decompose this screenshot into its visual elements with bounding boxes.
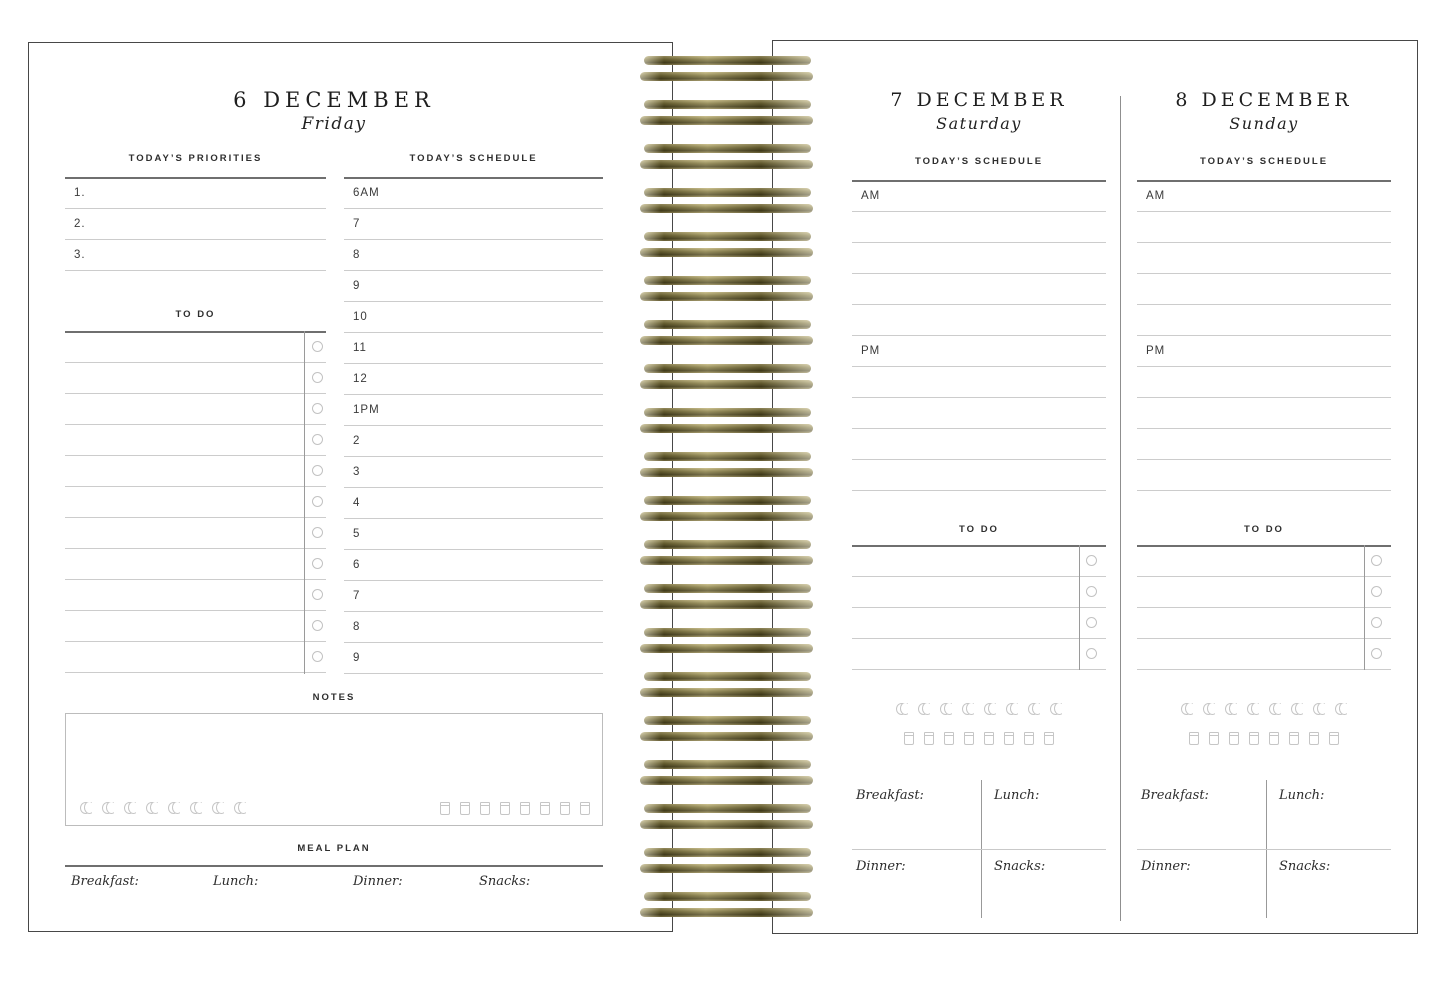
priority-number: 2.	[74, 218, 86, 230]
water-cup-icon	[520, 802, 530, 815]
checkbox-circle-icon	[312, 527, 323, 538]
schedule-row	[344, 643, 603, 674]
schedule-blank-row	[852, 274, 1106, 305]
schedule-time-label: 8	[353, 621, 361, 633]
coil-wire-top	[644, 496, 811, 505]
schedule-time-label: 8	[353, 249, 361, 261]
sunday-date: 8 DECEMBER	[1175, 89, 1353, 111]
priorities-list	[65, 178, 326, 271]
spiral-coil	[640, 584, 813, 609]
lunch-label: Lunch:	[213, 874, 259, 889]
coil-wire-top	[644, 804, 811, 813]
checkbox-circle-icon	[312, 558, 323, 569]
schedule-blank-row	[852, 429, 1106, 460]
moon-icon	[1269, 703, 1281, 716]
checkbox-circle-icon	[312, 589, 323, 600]
planner-right-page	[772, 40, 1418, 934]
dinner-label: Dinner:	[856, 859, 906, 874]
schedule-row	[344, 426, 603, 457]
water-cup-icon	[1209, 732, 1219, 745]
spiral-coil	[640, 628, 813, 653]
water-cup-icon	[560, 802, 570, 815]
todo-row	[852, 639, 1106, 670]
spiral-coil	[640, 760, 813, 785]
breakfast-label: Breakfast:	[1141, 788, 1209, 803]
spiral-coil	[640, 364, 813, 389]
schedule-row	[344, 271, 603, 302]
sunday-pm-lines	[1137, 367, 1391, 491]
sunday-am-block	[1137, 181, 1391, 212]
todo-row	[65, 332, 326, 363]
coil-wire-top	[644, 628, 811, 637]
schedule-blank-row	[852, 305, 1106, 336]
sunday-meals	[1137, 778, 1391, 920]
schedule-blank-row	[1137, 367, 1391, 398]
todo-row	[65, 611, 326, 642]
coil-wire-bottom	[640, 556, 813, 565]
water-cup-icon	[480, 802, 490, 815]
water-cup-icon	[580, 802, 590, 815]
moon-icon	[1313, 703, 1325, 716]
water-cup-icon	[1329, 732, 1339, 745]
schedule-title: TODAY’S SCHEDULE	[409, 153, 538, 164]
schedule-time-label: 12	[353, 373, 368, 385]
coil-wire-bottom	[640, 820, 813, 829]
water-cup-icon	[1044, 732, 1054, 745]
saturday-day: Saturday	[936, 114, 1022, 133]
coil-wire-top	[644, 892, 811, 901]
meal-plan-rule	[65, 865, 603, 867]
water-cup-icon	[1309, 732, 1319, 745]
coil-wire-top	[644, 276, 811, 285]
moon-icon	[102, 802, 114, 815]
coil-wire-bottom	[640, 512, 813, 521]
todo-divider-line	[304, 331, 305, 674]
schedule-time-label: 4	[353, 497, 361, 509]
checkbox-circle-icon	[312, 465, 323, 476]
schedule-row	[344, 333, 603, 364]
todo-row	[852, 577, 1106, 608]
moon-icon	[234, 802, 246, 815]
moon-icon	[146, 802, 158, 815]
todo-row	[1137, 608, 1391, 639]
am-label: AM	[1146, 190, 1166, 202]
todo-row	[65, 487, 326, 518]
coil-wire-bottom	[640, 380, 813, 389]
schedule-blank-row	[852, 460, 1106, 491]
coil-wire-top	[644, 848, 811, 857]
moon-icon	[1291, 703, 1303, 716]
schedule-blank-row	[1137, 212, 1391, 243]
saturday-column	[852, 41, 1106, 933]
water-cup-icon	[1024, 732, 1034, 745]
schedule-time-label: 9	[353, 652, 361, 664]
water-cup-icon	[460, 802, 470, 815]
dinner-label: Dinner:	[1141, 859, 1191, 874]
todo-title: TO DO	[175, 309, 216, 320]
coil-wire-bottom	[640, 864, 813, 873]
water-cup-icon	[1189, 732, 1199, 745]
schedule-time-label: 7	[353, 590, 361, 602]
coil-wire-bottom	[640, 116, 813, 125]
sunday-day: Sunday	[1229, 114, 1299, 133]
checkbox-circle-icon	[312, 372, 323, 383]
priority-row	[65, 178, 326, 209]
todo-divider-line	[1079, 545, 1080, 670]
saturday-pm-block	[852, 336, 1106, 367]
moon-icon	[918, 703, 930, 716]
schedule-time-label: 10	[353, 311, 368, 323]
checkbox-circle-icon	[312, 620, 323, 631]
water-cup-icon	[1004, 732, 1014, 745]
schedule-time-label: 6	[353, 559, 361, 571]
schedule-time-label: 9	[353, 280, 361, 292]
todo-row	[65, 456, 326, 487]
moon-icon	[190, 802, 202, 815]
coil-wire-bottom	[640, 292, 813, 301]
schedule-blank-row	[1137, 429, 1391, 460]
moon-icon	[1247, 703, 1259, 716]
lunch-label: Lunch:	[994, 788, 1040, 803]
dinner-label: Dinner:	[353, 874, 403, 889]
schedule-time-label: 2	[353, 435, 361, 447]
water-cup-icon	[924, 732, 934, 745]
water-cup-icon	[1269, 732, 1279, 745]
spiral-coil	[640, 100, 813, 125]
spiral-coil	[640, 276, 813, 301]
spiral-coil	[640, 848, 813, 873]
schedule-row	[344, 395, 603, 426]
coil-wire-bottom	[640, 600, 813, 609]
todo-row	[1137, 546, 1391, 577]
moon-icon	[168, 802, 180, 815]
todo-row	[65, 394, 326, 425]
coil-wire-top	[644, 188, 811, 197]
checkbox-circle-icon	[1371, 617, 1382, 628]
coil-wire-top	[644, 672, 811, 681]
moon-icon	[896, 703, 908, 716]
spiral-coil	[640, 804, 813, 829]
spiral-coil	[640, 188, 813, 213]
todo-divider-line	[1364, 545, 1365, 670]
priority-row	[65, 240, 326, 271]
coil-wire-top	[644, 320, 811, 329]
schedule-time-label: 6AM	[353, 187, 380, 199]
water-cup-icon	[984, 732, 994, 745]
schedule-row	[344, 178, 603, 209]
snacks-label: Snacks:	[479, 874, 531, 889]
coil-wire-top	[644, 144, 811, 153]
schedule-blank-row	[1137, 305, 1391, 336]
sleep-tracker-moons	[80, 802, 246, 815]
coil-wire-bottom	[640, 72, 813, 81]
water-cup-icon	[904, 732, 914, 745]
coil-wire-bottom	[640, 424, 813, 433]
moon-icon	[940, 703, 952, 716]
spiral-binding	[640, 56, 813, 936]
schedule-row	[344, 519, 603, 550]
moon-icon	[80, 802, 92, 815]
schedule-time-label: 11	[353, 342, 367, 354]
checkbox-circle-icon	[1086, 586, 1097, 597]
saturday-meals	[852, 778, 1106, 920]
schedule-blank-row	[1137, 274, 1391, 305]
checkbox-circle-icon	[1086, 617, 1097, 628]
saturday-water-tracker	[852, 732, 1106, 745]
checkbox-circle-icon	[312, 651, 323, 662]
water-cup-icon	[1249, 732, 1259, 745]
schedule-row	[344, 302, 603, 333]
sunday-todo-title: TO DO	[1244, 524, 1284, 535]
spiral-coil	[640, 56, 813, 81]
left-page-day: Friday	[301, 114, 367, 134]
checkbox-circle-icon	[1371, 586, 1382, 597]
priority-row	[65, 209, 326, 240]
todo-row	[1137, 577, 1391, 608]
column-divider-line	[1120, 96, 1121, 921]
coil-wire-top	[644, 452, 811, 461]
sunday-water-tracker	[1137, 732, 1391, 745]
water-cup-icon	[1229, 732, 1239, 745]
priority-number: 3.	[74, 249, 86, 261]
spiral-coil	[640, 408, 813, 433]
water-cup-icon	[500, 802, 510, 815]
moon-icon	[1050, 703, 1062, 716]
meals-row-rule	[1137, 849, 1391, 850]
notes-box	[65, 713, 603, 826]
sunday-schedule-title: TODAY’S SCHEDULE	[1199, 156, 1329, 167]
coil-wire-bottom	[640, 336, 813, 345]
todo-row	[65, 642, 326, 673]
coil-wire-bottom	[640, 204, 813, 213]
pm-label: PM	[861, 345, 881, 357]
checkbox-circle-icon	[1371, 555, 1382, 566]
moon-icon	[962, 703, 974, 716]
moon-icon	[1203, 703, 1215, 716]
coil-wire-bottom	[640, 160, 813, 169]
schedule-blank-row	[1137, 243, 1391, 274]
checkbox-circle-icon	[1086, 555, 1097, 566]
coil-wire-bottom	[640, 908, 813, 917]
coil-wire-top	[644, 100, 811, 109]
breakfast-label: Breakfast:	[856, 788, 924, 803]
moon-icon	[1006, 703, 1018, 716]
moon-icon	[124, 802, 136, 815]
planner-left-page	[28, 42, 673, 932]
schedule-row	[344, 612, 603, 643]
moon-icon	[1181, 703, 1193, 716]
spiral-coil	[640, 540, 813, 565]
schedule-time-label: 1PM	[353, 404, 380, 416]
spiral-coil	[640, 496, 813, 521]
coil-wire-top	[644, 56, 811, 65]
schedule-time-label: 3	[353, 466, 361, 478]
schedule-blank-row	[1137, 460, 1391, 491]
todo-list	[65, 332, 326, 673]
moon-icon	[212, 802, 224, 815]
schedule-row	[344, 240, 603, 271]
sunday-pm-block	[1137, 336, 1391, 367]
spiral-coil	[640, 232, 813, 257]
snacks-label: Snacks:	[994, 859, 1046, 874]
moon-icon	[1335, 703, 1347, 716]
saturday-schedule-title: TODAY’S SCHEDULE	[914, 156, 1044, 167]
priority-number: 1.	[74, 187, 86, 199]
moon-icon	[1028, 703, 1040, 716]
coil-wire-top	[644, 232, 811, 241]
water-cup-icon	[964, 732, 974, 745]
meals-row-rule	[852, 849, 1106, 850]
coil-wire-bottom	[640, 248, 813, 257]
schedule-row	[344, 364, 603, 395]
spiral-coil	[640, 892, 813, 917]
checkbox-circle-icon	[1086, 648, 1097, 659]
breakfast-label: Breakfast:	[71, 874, 139, 889]
schedule-list	[344, 178, 603, 674]
schedule-row	[344, 457, 603, 488]
todo-row	[65, 549, 326, 580]
todo-row	[65, 363, 326, 394]
schedule-row	[344, 209, 603, 240]
water-cup-icon	[440, 802, 450, 815]
coil-wire-bottom	[640, 644, 813, 653]
meal-plan-title: MEAL PLAN	[297, 843, 371, 854]
schedule-time-label: 5	[353, 528, 361, 540]
coil-wire-top	[644, 540, 811, 549]
todo-row	[65, 518, 326, 549]
water-cup-icon	[540, 802, 550, 815]
coil-wire-bottom	[640, 776, 813, 785]
sunday-sleep-tracker	[1137, 703, 1391, 716]
sunday-todo-list	[1137, 546, 1391, 670]
schedule-blank-row	[852, 212, 1106, 243]
coil-wire-top	[644, 408, 811, 417]
todo-row	[1137, 639, 1391, 670]
spiral-coil	[640, 452, 813, 477]
coil-wire-top	[644, 716, 811, 725]
saturday-todo-title: TO DO	[959, 524, 999, 535]
checkbox-circle-icon	[312, 496, 323, 507]
snacks-label: Snacks:	[1279, 859, 1331, 874]
coil-wire-top	[644, 364, 811, 373]
coil-wire-top	[644, 584, 811, 593]
schedule-blank-row	[852, 398, 1106, 429]
spiral-coil	[640, 144, 813, 169]
coil-wire-bottom	[640, 688, 813, 697]
todo-row	[852, 608, 1106, 639]
pm-label: PM	[1146, 345, 1166, 357]
saturday-pm-lines	[852, 367, 1106, 491]
lunch-label: Lunch:	[1279, 788, 1325, 803]
am-label: AM	[861, 190, 881, 202]
saturday-sleep-tracker	[852, 703, 1106, 716]
sunday-column	[1137, 41, 1391, 933]
saturday-am-lines	[852, 212, 1106, 336]
spiral-coil	[640, 716, 813, 741]
coil-wire-bottom	[640, 468, 813, 477]
schedule-row	[344, 550, 603, 581]
schedule-row	[344, 581, 603, 612]
water-cup-icon	[1289, 732, 1299, 745]
checkbox-circle-icon	[312, 341, 323, 352]
checkbox-circle-icon	[312, 403, 323, 414]
schedule-blank-row	[1137, 398, 1391, 429]
moon-icon	[1225, 703, 1237, 716]
schedule-blank-row	[852, 367, 1106, 398]
spiral-coil	[640, 320, 813, 345]
moon-icon	[984, 703, 996, 716]
coil-wire-top	[644, 760, 811, 769]
todo-row	[852, 546, 1106, 577]
coil-wire-bottom	[640, 732, 813, 741]
notes-title: NOTES	[312, 692, 356, 703]
saturday-todo-list	[852, 546, 1106, 670]
saturday-am-block	[852, 181, 1106, 212]
sunday-am-lines	[1137, 212, 1391, 336]
schedule-time-label: 7	[353, 218, 361, 230]
todo-row	[65, 425, 326, 456]
schedule-row	[344, 488, 603, 519]
water-cup-icon	[944, 732, 954, 745]
todo-row	[65, 580, 326, 611]
checkbox-circle-icon	[312, 434, 323, 445]
priorities-title: TODAY’S PRIORITIES	[128, 153, 263, 164]
schedule-blank-row	[852, 243, 1106, 274]
left-page-date: 6 DECEMBER	[233, 88, 435, 112]
water-tracker-cups	[440, 802, 590, 815]
spiral-coil	[640, 672, 813, 697]
saturday-date: 7 DECEMBER	[890, 89, 1068, 111]
checkbox-circle-icon	[1371, 648, 1382, 659]
